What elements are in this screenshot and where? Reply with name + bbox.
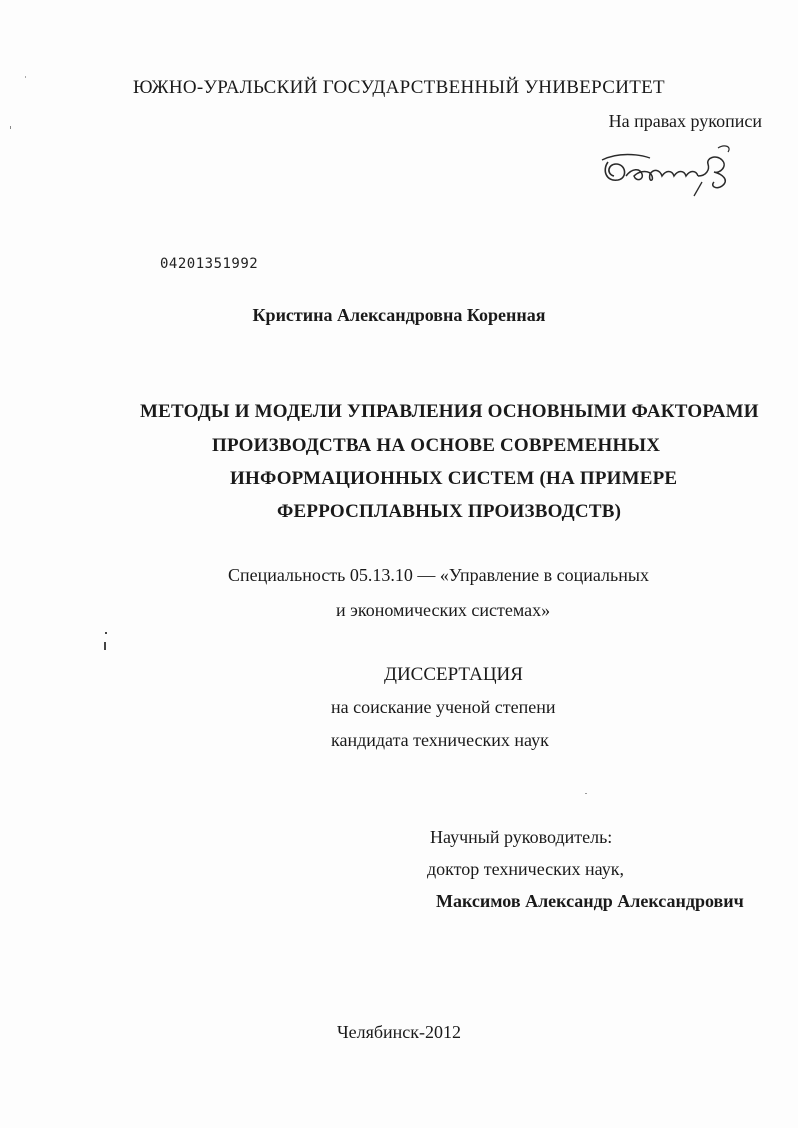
degree-purpose: на соискание ученой степени [331,697,556,717]
scan-speck [10,126,11,129]
university-name: ЮЖНО-УРАЛЬСКИЙ ГОСУДАРСТВЕННЫЙ УНИВЕРСИТЕТ [133,77,665,98]
degree-name: кандидата технических наук [331,730,549,750]
scan-speck [104,642,106,650]
thesis-title-line-4: ФЕРРОСПЛАВНЫХ ПРОИЗВОДСТВ) [277,501,622,522]
specialty-line-1: Специальность 05.13.10 — «Управление в социальных [228,565,649,585]
scan-speck [585,793,587,794]
registration-stamp-number: 04201351992 [160,256,259,272]
thesis-title-line-1: МЕТОДЫ И МОДЕЛИ УПРАВЛЕНИЯ ОСНОВНЫМИ ФАКТОРАМИ [140,401,759,422]
handwritten-signature [598,140,758,200]
dissertation-label: ДИССЕРТАЦИЯ [384,664,523,685]
supervisor-name: Максимов Александр Александрович [436,891,744,911]
manuscript-rights-note: На правах рукописи [608,111,762,131]
specialty-line-2: и экономических системах» [336,600,551,620]
scan-speck [105,632,107,634]
scan-speck [25,76,26,78]
city-year: Челябинск-2012 [336,1022,462,1042]
thesis-title-line-3: ИНФОРМАЦИОННЫХ СИСТЕМ (НА ПРИМЕРЕ [230,468,678,489]
author-name: Кристина Александровна Коренная [252,305,546,325]
supervisor-title: доктор технических наук, [427,859,624,879]
thesis-title-line-2: ПРОИЗВОДСТВА НА ОСНОВЕ СОВРЕМЕННЫХ [212,435,661,456]
supervisor-label: Научный руководитель: [430,827,613,847]
